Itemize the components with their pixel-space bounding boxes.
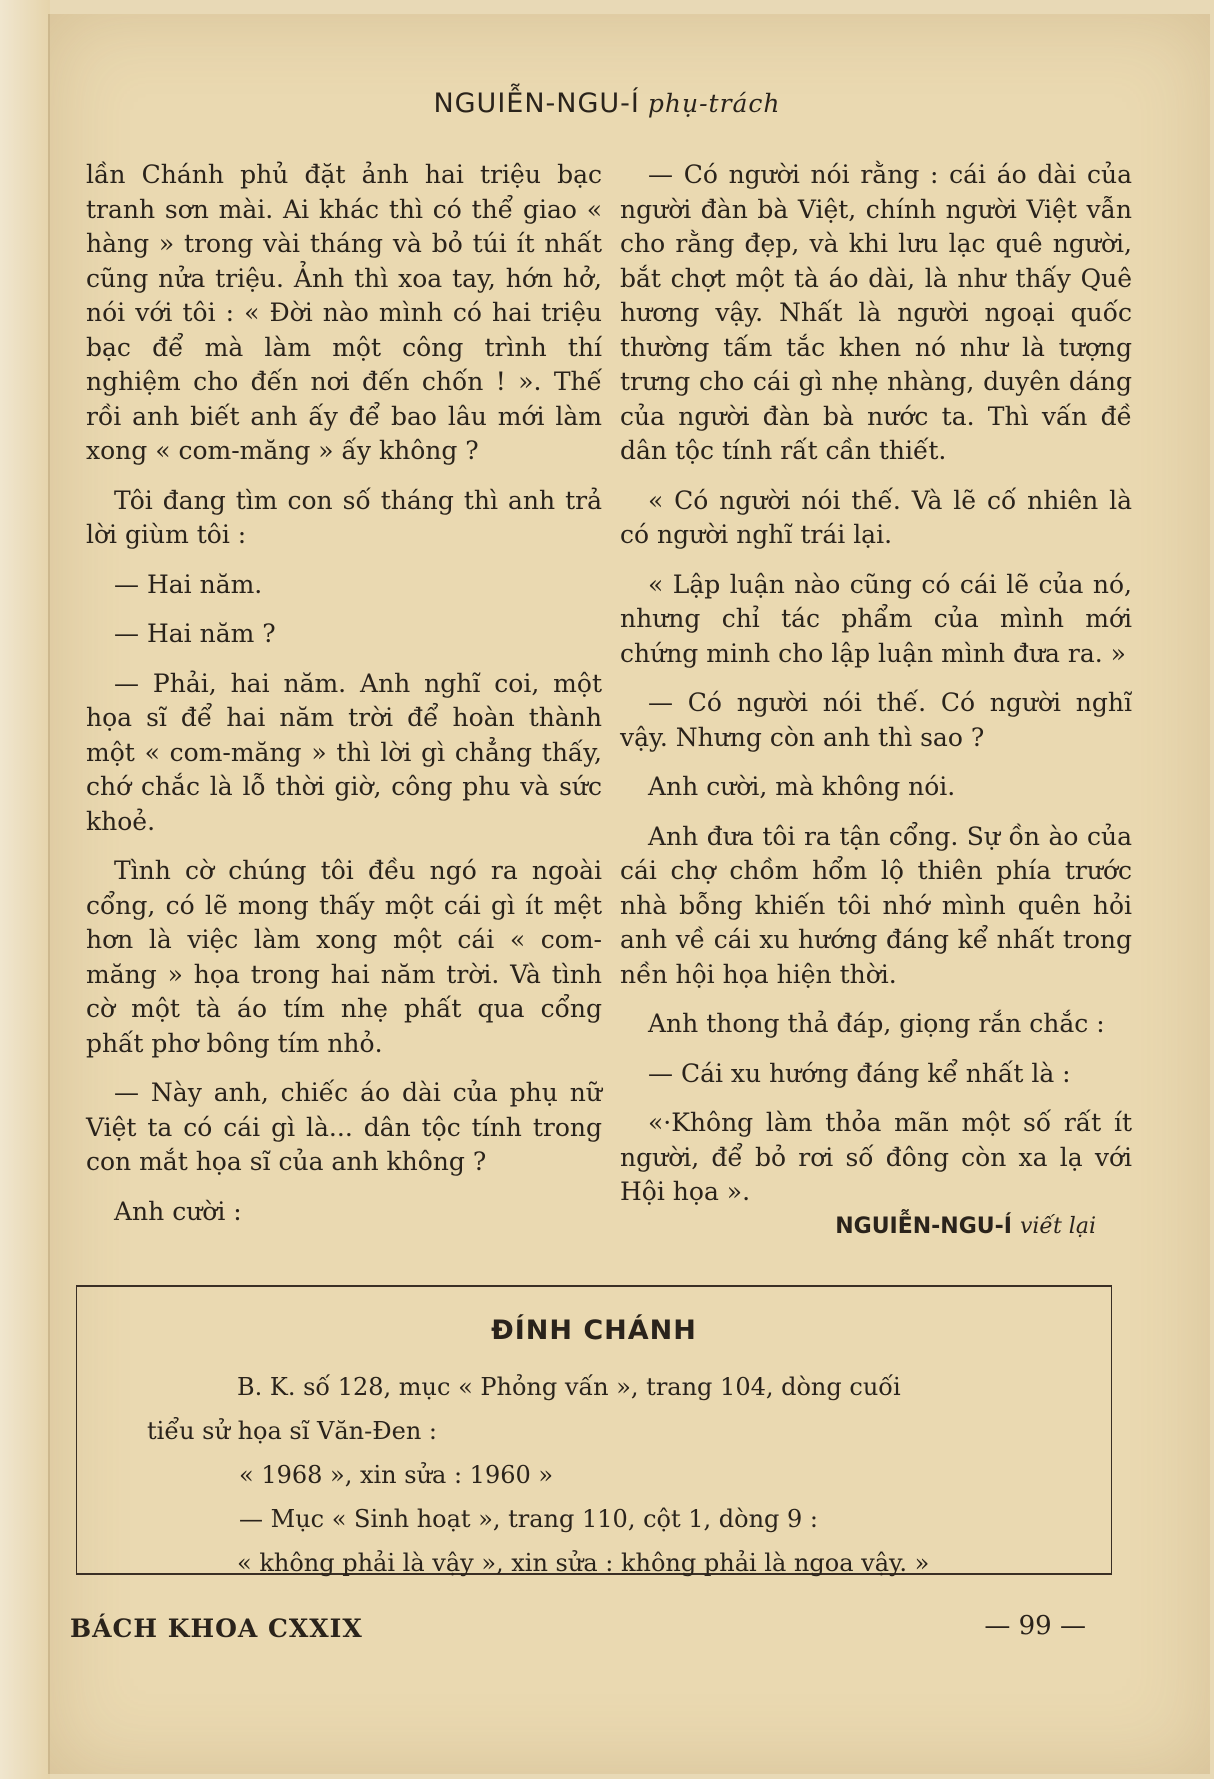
paragraph: — Hai năm.	[114, 569, 263, 599]
paragraph: — Có người nói thế. Có người nghĩ vậy. Nhưng còn anh thì sao ?	[620, 688, 1132, 752]
page-edge	[0, 0, 50, 1779]
paragraph: Tình cờ chúng tôi đều ngó ra ngoài cổng, có lẽ mong thấy một cái gì ít mệt hơn là việc làm xong một cái « com-măng » họa trong hai năm trời. Và tình cờ một tà áo tím nhẹ phất qua cổng phất phơ bông tím nhỏ.	[86, 856, 602, 1058]
page-header	[0, 88, 1214, 119]
page-number: — 99 —	[984, 1611, 1086, 1641]
paragraph: Anh thong thả đáp, giọng rắn chắc :	[648, 1009, 1105, 1038]
left-column	[86, 158, 602, 1244]
signature-role: viết lại	[1019, 1214, 1096, 1239]
right-column	[620, 158, 1132, 1225]
paragraph: Anh cười, mà không nói.	[648, 772, 956, 801]
paragraph: Anh cười :	[114, 1196, 242, 1226]
paragraph: lần Chánh phủ đặt ảnh hai triệu bạc tranh sơn mài. Ai khác thì có thể giao « hàng » trong vài tháng và bỏ túi ít nhất cũng nửa triệu. Ảnh thì xoa tay, hớn hở, nói với tôi : « Đời nào mình có hai triệu bạc để mà làm một công trình thí nghiệm cho đến nơi đến chốn ! ». Thế rồi anh biết anh ấy để bao lâu mới làm xong « com-măng » ấy không ?	[86, 160, 602, 465]
header-author: NGUIỄN-NGU-Í	[433, 88, 640, 119]
paragraph: — Này anh, chiếc áo dài của phụ nữ Việt ta có cái gì là... dân tộc tính trong con mắt họa sĩ của anh không ?	[86, 1078, 602, 1176]
paragraph: — Phải, hai năm. Anh nghĩ coi, một họa sĩ để hai năm trời để hoàn thành một « com-măng » thì lời gì chẳng thấy, chớ chắc là lỗ thời giờ, công phu và sức khoẻ.	[86, 668, 602, 836]
correction-box	[76, 1285, 1112, 1575]
paragraph: — Có người nói rằng : cái áo dài của người đàn bà Việt, chính người Việt vẫn cho rằng đẹp, và khi lưu lạc quê người, bắt chợt một tà áo dài, là như thấy Quê hương vậy. Nhất là người ngoại quốc thường tấm tắc khen nó như là tượng trưng cho cái gì nhẹ nhàng, duyên dáng của người đàn bà nước ta. Thì vấn đề dân tộc tính rất cần thiết.	[620, 160, 1132, 465]
paragraph: — Cái xu hướng đáng kể nhất là :	[648, 1058, 1071, 1088]
magazine-footer: BÁCH KHOA CXXIX	[70, 1614, 363, 1643]
paragraph: «·Không làm thỏa mãn một số rất ít người, để bỏ rơi số đông còn xa lạ với Hội họa ».	[620, 1108, 1132, 1206]
correction-line: tiểu sử họa sĩ Văn-Đen :	[147, 1417, 437, 1445]
paragraph: — Hai năm ?	[114, 619, 276, 648]
paragraph: « Lập luận nào cũng có cái lẽ của nó, nhưng chỉ tác phẩm của mình mới chứng minh cho lập luận mình đưa ra. »	[620, 569, 1132, 668]
correction-title: ĐÍNH CHÁNH	[491, 1315, 697, 1346]
correction-line: — Mục « Sinh hoạt », trang 110, cột 1, dòng 9 :	[239, 1505, 819, 1533]
correction-body	[147, 1365, 1047, 1585]
article-signature	[835, 1214, 1096, 1239]
header-role: phụ-trách	[647, 89, 781, 118]
paragraph: Tôi đang tìm con số tháng thì anh trả lời giùm tôi :	[86, 485, 602, 549]
signature-name: NGUIỄN-NGU-Í	[835, 1214, 1012, 1239]
paragraph: « Có người nói thế. Và lẽ cố nhiên là có người nghĩ trái lại.	[620, 485, 1132, 549]
correction-line: B. K. số 128, mục « Phỏng vấn », trang 104, dòng cuối	[237, 1373, 901, 1401]
correction-line: « 1968 », xin sửa : 1960 »	[239, 1461, 554, 1489]
correction-line: « không phải là vậy », xin sửa : không phải là ngoa vậy. »	[237, 1549, 930, 1577]
paragraph: Anh đưa tôi ra tận cổng. Sự ồn ào của cái chợ chồm hổm lộ thiên phía trước nhà bỗng khiến tôi nhớ mình quên hỏi anh về cái xu hướng đáng kể nhất trong nền hội họa hiện thời.	[620, 821, 1132, 989]
